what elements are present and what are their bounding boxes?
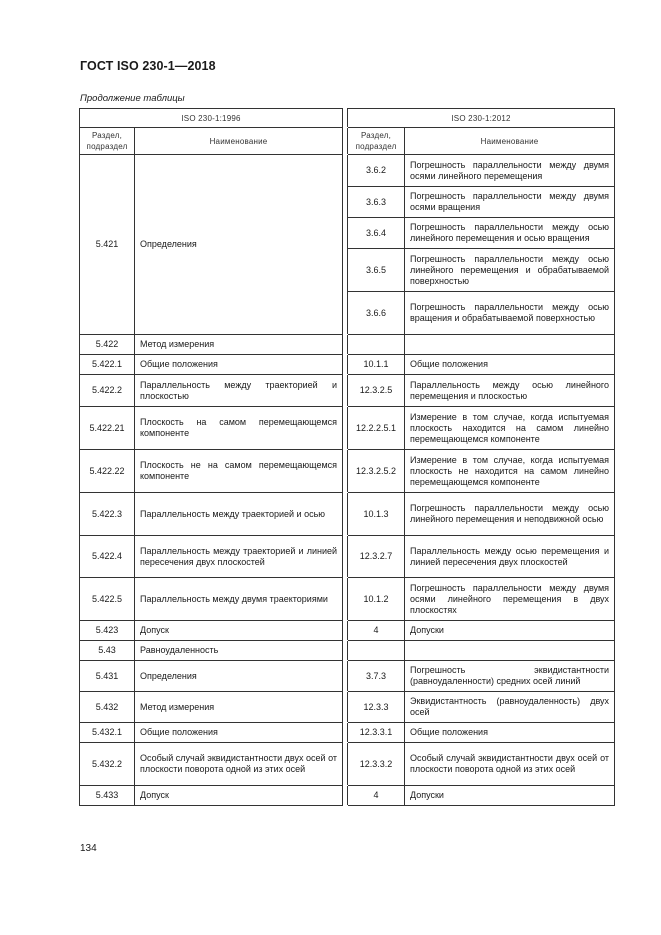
left-name-cell: Параллельность между траекторией и осью xyxy=(135,493,343,536)
left-section-cell: 5.422.4 xyxy=(80,536,135,578)
right-name-cell: Допуски xyxy=(405,786,615,806)
right-section-cell xyxy=(348,641,405,661)
table-row xyxy=(80,641,615,661)
right-section-cell: 10.1.1 xyxy=(348,355,405,375)
left-name-cell: Метод измерения xyxy=(135,692,343,723)
right-name-cell: Измерение в том случае, когда испытуемая плоскость не находится на самом линейно перемещающемся компоненте xyxy=(405,450,615,493)
table-group-header-row xyxy=(80,109,615,128)
left-name-cell: Определения xyxy=(135,661,343,692)
table-row xyxy=(80,536,615,578)
left-section-cell: 5.43 xyxy=(80,641,135,661)
left-name-cell: Метод измерения xyxy=(135,335,343,355)
table-row xyxy=(80,355,615,375)
column-header-section-left: Раздел, подраздел xyxy=(80,128,135,155)
table-row xyxy=(80,335,615,355)
right-name-cell: Общие положения xyxy=(405,355,615,375)
right-section-cell: 12.3.3.1 xyxy=(348,723,405,743)
left-name-cell: Равноудаленность xyxy=(135,641,343,661)
right-name-cell: Допуски xyxy=(405,621,615,641)
table-row xyxy=(80,723,615,743)
right-section-cell: 12.3.2.5 xyxy=(348,375,405,407)
table-row xyxy=(80,407,615,450)
right-name-cell: Погрешность эквидистантности (равноудаленности) средних осей линий xyxy=(405,661,615,692)
left-section-cell: 5.421 xyxy=(80,155,135,335)
right-name-cell: Общие положения xyxy=(405,723,615,743)
table-row xyxy=(80,375,615,407)
table-row xyxy=(80,493,615,536)
right-section-cell: 4 xyxy=(348,786,405,806)
left-name-cell: Определения xyxy=(135,155,343,335)
right-section-cell: 12.2.2.5.1 xyxy=(348,407,405,450)
right-section-cell: 4 xyxy=(348,621,405,641)
left-name-cell: Параллельность между траекторией и линией пересечения двух плоскостей xyxy=(135,536,343,578)
left-section-cell: 5.422.5 xyxy=(80,578,135,621)
left-name-cell: Общие положения xyxy=(135,723,343,743)
right-section-cell: 3.6.6 xyxy=(348,292,405,335)
table-row xyxy=(80,155,615,187)
right-name-cell: Погрешность параллельности между двумя осями вращения xyxy=(405,187,615,218)
right-section-cell: 12.3.3 xyxy=(348,692,405,723)
table-row xyxy=(80,743,615,786)
right-section-cell: 12.3.2.5.2 xyxy=(348,450,405,493)
left-section-cell: 5.432 xyxy=(80,692,135,723)
right-section-cell: 3.6.4 xyxy=(348,218,405,249)
left-name-cell: Особый случай эквидистантности двух осей от плоскости поворота одной из этих осей xyxy=(135,743,343,786)
right-section-cell: 3.6.3 xyxy=(348,187,405,218)
right-name-cell: Измерение в том случае, когда испытуемая плоскость находится на самом линейно перемещающемся компоненте xyxy=(405,407,615,450)
right-name-cell: Погрешность параллельности между осью линейного перемещения и неподвижной осью xyxy=(405,493,615,536)
right-section-cell: 3.7.3 xyxy=(348,661,405,692)
table-caption: Продолжение таблицы xyxy=(80,93,185,104)
right-name-cell: Погрешность параллельности между осью линейного перемещения и обрабатываемой поверхностью xyxy=(405,249,615,292)
table-row xyxy=(80,692,615,723)
right-section-cell: 10.1.3 xyxy=(348,493,405,536)
left-section-cell: 5.422.22 xyxy=(80,450,135,493)
right-section-cell: 12.3.3.2 xyxy=(348,743,405,786)
right-name-cell xyxy=(405,335,615,355)
right-section-cell xyxy=(348,335,405,355)
table-row xyxy=(80,786,615,806)
right-name-cell: Погрешность параллельности между двумя осями линейного перемещения xyxy=(405,155,615,187)
left-section-cell: 5.423 xyxy=(80,621,135,641)
left-section-cell: 5.422.2 xyxy=(80,375,135,407)
page-number: 134 xyxy=(80,843,97,854)
left-name-cell: Допуск xyxy=(135,786,343,806)
column-header-name-left: Наименование xyxy=(135,128,343,155)
table-column-header-row xyxy=(80,128,615,155)
left-name-cell: Параллельность между двумя траекториями xyxy=(135,578,343,621)
right-section-cell: 3.6.2 xyxy=(348,155,405,187)
table-row xyxy=(80,450,615,493)
left-section-cell: 5.433 xyxy=(80,786,135,806)
left-name-cell: Общие положения xyxy=(135,355,343,375)
right-name-cell: Параллельность между осью перемещения и линией пересечения двух плоскостей xyxy=(405,536,615,578)
table-row xyxy=(80,578,615,621)
left-name-cell: Допуск xyxy=(135,621,343,641)
right-section-cell: 12.3.2.7 xyxy=(348,536,405,578)
correspondence-table xyxy=(79,108,615,806)
left-name-cell: Плоскость на самом перемещающемся компоненте xyxy=(135,407,343,450)
left-section-cell: 5.422.3 xyxy=(80,493,135,536)
left-section-cell: 5.422.1 xyxy=(80,355,135,375)
table-row xyxy=(80,661,615,692)
right-section-cell: 3.6.5 xyxy=(348,249,405,292)
right-name-cell: Эквидистантность (равноудаленность) двух осей xyxy=(405,692,615,723)
right-name-cell: Погрешность параллельности между осью вращения и обрабатываемой поверхностью xyxy=(405,292,615,335)
column-header-name-right: Наименование xyxy=(405,128,615,155)
left-name-cell: Параллельность между траекторией и плоскостью xyxy=(135,375,343,407)
right-name-cell: Погрешность параллельности между двумя осями линейного перемещения в двух плоскостях xyxy=(405,578,615,621)
left-section-cell: 5.431 xyxy=(80,661,135,692)
right-name-cell: Погрешность параллельности между осью линейного перемещения и осью вращения xyxy=(405,218,615,249)
right-name-cell xyxy=(405,641,615,661)
document-title: ГОСТ ISO 230-1—2018 xyxy=(80,59,216,73)
table-row xyxy=(80,621,615,641)
left-section-cell: 5.432.2 xyxy=(80,743,135,786)
right-name-cell: Параллельность между осью линейного перемещения и плоскостью xyxy=(405,375,615,407)
right-name-cell: Особый случай эквидистантности двух осей от плоскости поворота одной из этих осей xyxy=(405,743,615,786)
left-section-cell: 5.422.21 xyxy=(80,407,135,450)
column-header-section-right: Раздел, подраздел xyxy=(348,128,405,155)
left-section-cell: 5.422 xyxy=(80,335,135,355)
left-section-cell: 5.432.1 xyxy=(80,723,135,743)
left-name-cell: Плоскость не на самом перемещающемся компоненте xyxy=(135,450,343,493)
group-header-right: ISO 230-1:2012 xyxy=(348,109,615,128)
right-section-cell: 10.1.2 xyxy=(348,578,405,621)
group-header-left: ISO 230-1:1996 xyxy=(80,109,343,128)
